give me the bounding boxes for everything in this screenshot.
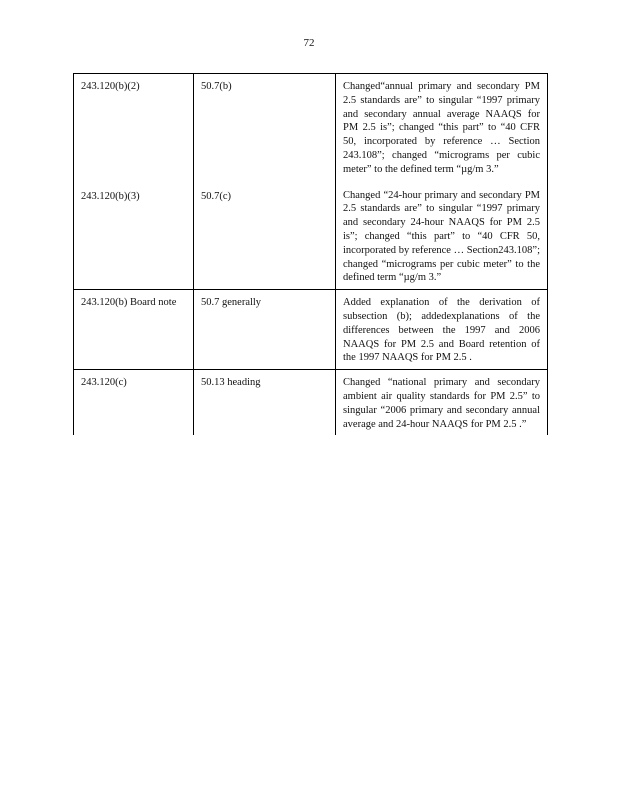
section-cell (74, 74, 194, 290)
change-text: Changed“annual primary and secondary PM 2.5 standards are” to singular “1997 primary and secondary annual average NAAQS for PM 2.5 is”; changed “this part” to “40 CFR 50, incorporated by reference … Section 243.108”; changed “micrograms per cubic meter” to the defined term “µg/m 3.” (343, 81, 540, 175)
page-number: 72 (303, 37, 315, 49)
change-text: Added explanation of the derivation of subsection (b); addedexplanations of the differences between the 1997 and 2006 NAAQS for PM 2.5 and Board retention of the 1997 NAAQS for PM 2.5 . (343, 297, 540, 364)
reference-cell (194, 290, 336, 370)
reference-text: 50.13 heading (201, 377, 261, 389)
reference-text: 50.7 generally (201, 297, 262, 309)
change-text: Changed “national primary and secondary ambient air quality standards for PM 2.5” to singular “2006 primary and secondary annual average and 24-hour NAAQS for PM 2.5 .” (343, 377, 540, 430)
reference-cell (194, 370, 336, 436)
reference-text: 50.7(b) (201, 81, 232, 92)
section-text: 243.120(b)(2) (81, 81, 140, 92)
change-cell (336, 370, 548, 436)
section-text: 243.120(c) (81, 377, 127, 389)
section-text: 243.120(b) Board note (81, 297, 177, 309)
section-cell (74, 370, 194, 436)
change-cell (336, 290, 548, 370)
regulation-change-table (73, 73, 548, 435)
section-text: 243.120(b)(3) (81, 190, 140, 202)
change-text: Changed “24-hour primary and secondary PM 2.5 standards are” to singular “1997 primary and secondary 24-hour NAAQS for PM 2.5 is”; changed “this part” to “40 CFR 50, incorporated by reference … Section243.108”; changed “micrograms per cubic meter” to the defined term “µg/m 3.” (343, 189, 540, 284)
table-row (74, 370, 548, 436)
reference-cell (194, 74, 336, 290)
table-row (74, 74, 548, 290)
section-cell (74, 290, 194, 370)
table-row (74, 290, 548, 370)
change-cell (336, 74, 548, 290)
reference-text: 50.7(c) (201, 190, 232, 202)
